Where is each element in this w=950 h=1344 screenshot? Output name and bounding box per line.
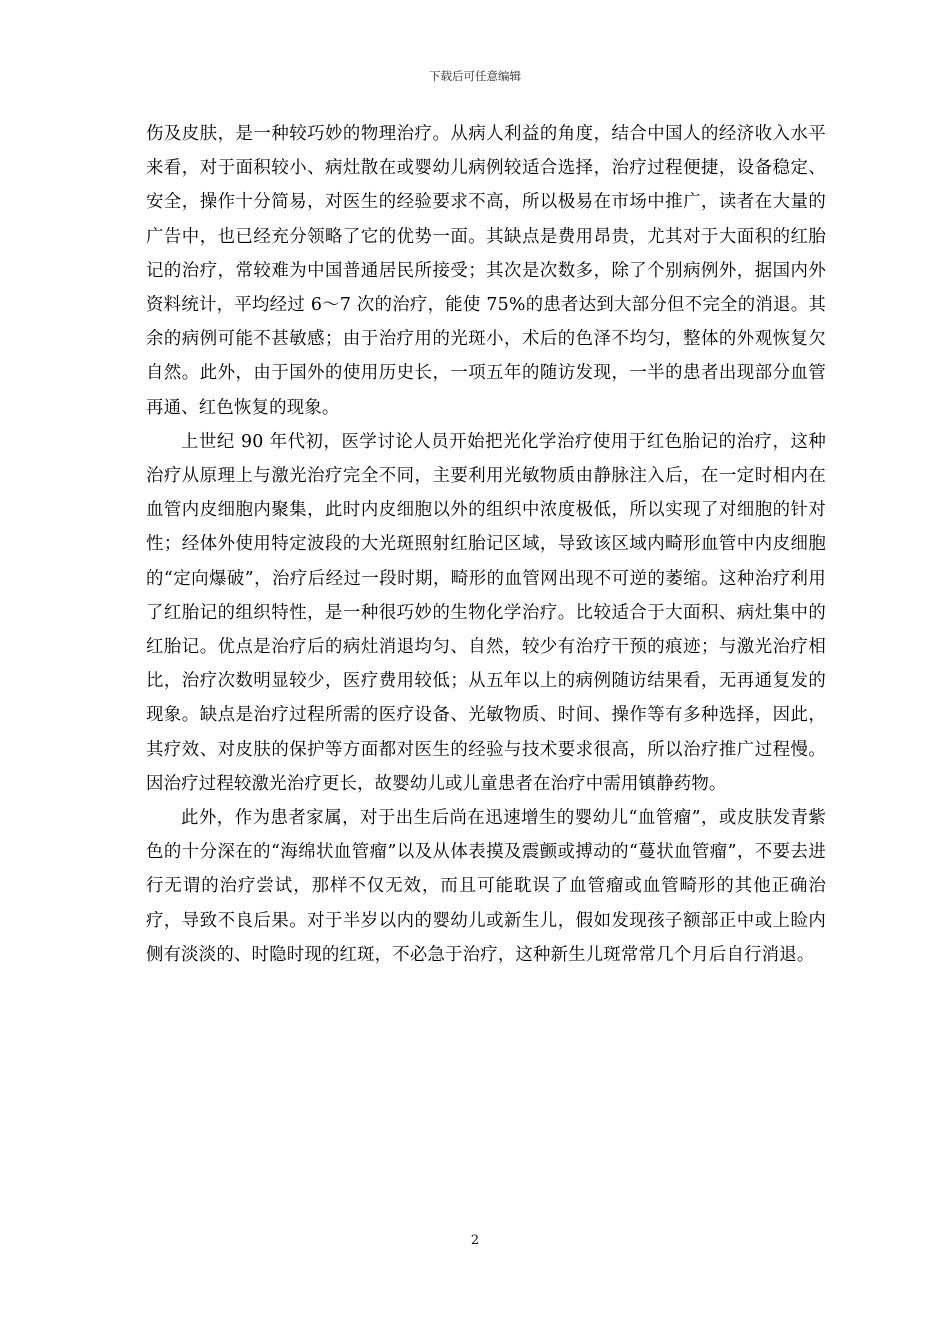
- paragraph: 伤及皮肤，是一种较巧妙的物理治疗。从病人利益的角度，结合中国人的经济收入水平来看，对于面积较小、病灶散在或婴幼儿病例较适合选择，治疗过程便捷，设备稳定、安全，操作十分简易，对医生的经验要求不高，所以极易在市场中推广，读者在大量的广告中，也已经充分领略了它的优势一面。其缺点是费用昂贵，尤其对于大面积的红胎记的治疗，常较难为中国普通居民所接受；其次是次数多，除了个别病例外，据国内外资料统计，平均经过 6～7 次的治疗，能使 75%的患者达到大部分但不完全的消退。其余的病例可能不甚敏感；由于治疗用的光斑小，术后的色泽不均匀，整体的外观恢复欠自然。此外，由于国外的使用历史长，一项五年的随访发现，一半的患者出现部分血管再通、红色恢复的现象。: [146, 124, 826, 418]
- page-number: 2: [470, 1233, 480, 1248]
- paragraph: 此外，作为患者家属，对于出生后尚在迅速增生的婴幼儿“血管瘤”，或皮肤发青紫色的十分深在的“海绵状血管瘤”以及从体表摸及震颤或搏动的“蔓状血管瘤”，不要去进行无谓的治疗尝试，那样不仅无效，而且可能耽误了血管瘤或血管畸形的其他正确治疗，导致不良后果。对于半岁以内的婴幼儿或新生儿，假如发现孩子额部正中或上睑内侧有淡淡的、时隐时现的红斑，不必急于治疗，这种新生儿斑常常几个月后自行消退。: [146, 808, 826, 965]
- document-body: [146, 117, 826, 972]
- page-header: 下载后可任意编辑: [429, 69, 521, 83]
- paragraph: 上世纪 90 年代初，医学讨论人员开始把光化学治疗使用于红色胎记的治疗，这种治疗从原理上与激光治疗完全不同，主要利用光敏物质由静脉注入后，在一定时相内在血管内皮细胞内聚集，此时内皮细胞以外的组织中浓度极低，所以实现了对细胞的针对性；经体外使用特定波段的大光斑照射红胎记区域，导致该区域内畸形血管中内皮细胞的“定向爆破”，治疗后经过一段时期，畸形的血管网出现不可逆的萎缩。这种治疗利用了红胎记的组织特性，是一种很巧妙的生物化学治疗。比较适合于大面积、病灶集中的红胎记。优点是治疗后的病灶消退均匀、自然，较少有治疗干预的痕迹；与激光治疗相比，治疗次数明显较少，医疗费用较低；从五年以上的病例随访结果看，无再通复发的现象。缺点是治疗过程所需的医疗设备、光敏物质、时间、操作等有多种选择，因此，其疗效、对皮肤的保护等方面都对医生的经验与技术要求很高，所以治疗推广过程慢。因治疗过程较激光治疗更长，故婴幼儿或儿童患者在治疗中需用镇静药物。: [146, 431, 826, 794]
